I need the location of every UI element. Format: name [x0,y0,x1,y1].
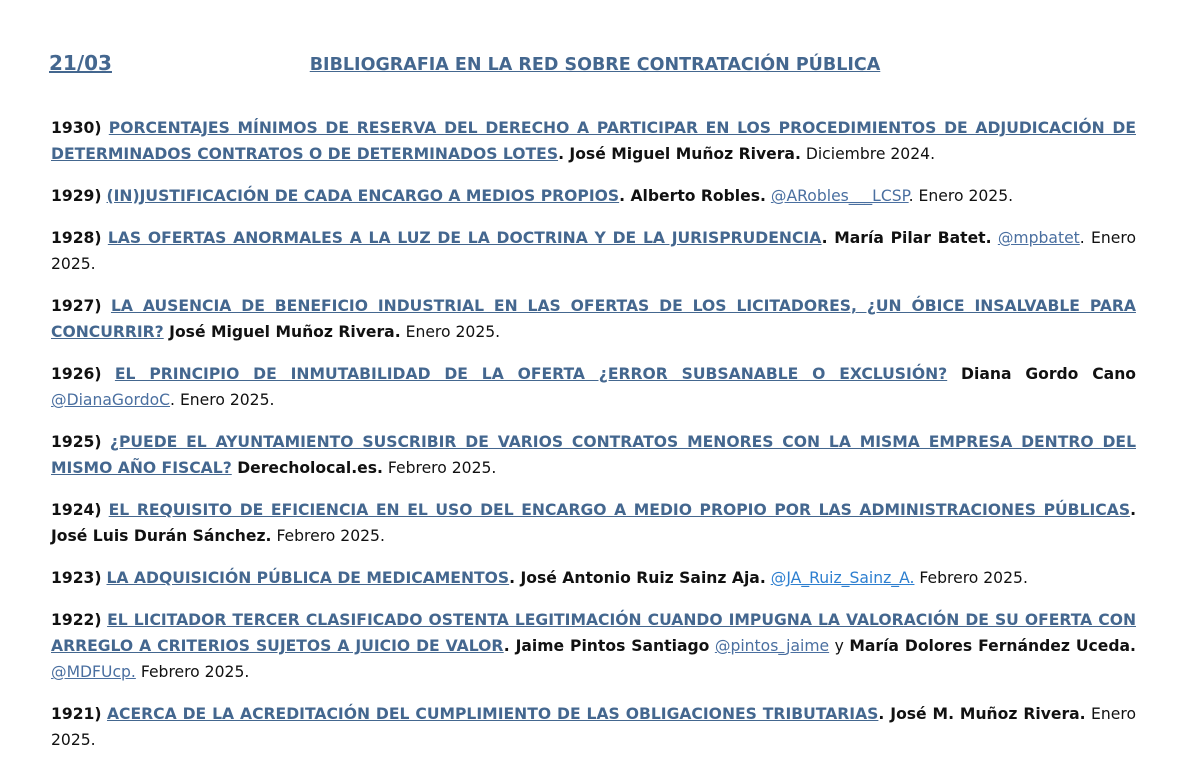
entry-title-link[interactable]: (IN)JUSTIFICACIÓN DE CADA ENCARGO A MEDIOS PROPIOS [106,187,620,205]
entry-author: María Pilar Batet. [834,229,992,247]
page-title [0,55,1190,75]
entry-date: . Enero 2025. [908,187,1014,205]
entry-date: . Enero 2025. [51,229,1136,273]
bibliography-entry-1925 [51,429,1136,481]
entry-author-handle-link[interactable]: @pintos_jaime [714,637,830,655]
entry-number: 1926) [51,365,102,383]
entry-number: 1928) [51,229,102,247]
entry-author-handle-link[interactable]: @JA_Ruiz_Sainz_A. [770,569,915,587]
entry-number: 1921) [51,705,102,723]
bibliography-entry-1924 [51,497,1136,549]
entry-date: Diciembre 2024. [805,145,936,163]
entry-title-link[interactable]: ¿PUEDE EL AYUNTAMIENTO SUSCRIBIR DE VARIOS CONTRATOS MENORES CON LA MISMA EMPRESA DENTRO DEL MISMO AÑO FISCAL? [51,433,1136,477]
entry-separator [947,365,961,383]
entry-date: Febrero 2025. [919,569,1028,587]
entry-separator: . [558,145,570,163]
entry-separator: . [1130,501,1136,519]
entry-author-handle-link[interactable]: @ARobles___LCSP [770,187,909,205]
entry-separator: . [509,569,521,587]
entry-title-link[interactable]: PORCENTAJES MÍNIMOS DE RESERVA DEL DERECHO A PARTICIPAR EN LOS PROCEDIMIENTOS DE ADJUDICACIÓN DE DETERMINADOS CONTRATOS O DE DETERMINADOS LOTES [51,119,1136,163]
bibliography-entry-1927 [51,293,1136,345]
page-title-text: BIBLIOGRAFIA EN LA RED SOBRE CONTRATACIÓN PÚBLICA [309,55,881,75]
entry-date: Febrero 2025. [276,527,385,545]
entry-author: José Miguel Muñoz Rivera. [569,145,801,163]
entry-conjunction: y [829,637,850,655]
entry-author: José Antonio Ruiz Sainz Aja. [520,569,766,587]
bibliography-entry-1930 [51,115,1136,167]
entry-number: 1922) [51,611,102,629]
entry-title-link[interactable]: LAS OFERTAS ANORMALES A LA LUZ DE LA DOCTRINA Y DE LA JURISPRUDENCIA [107,229,822,247]
bibliography-list [51,115,1136,769]
bibliography-entry-1922 [51,607,1136,685]
entry-author-handle-link[interactable]: @DianaGordoC [51,391,171,409]
entry-number: 1923) [51,569,102,587]
bibliography-entry-1929 [51,183,1136,209]
bibliography-entry-1921 [51,701,1136,753]
entry-author: Diana Gordo Cano [961,365,1137,383]
entry-number: 1924) [51,501,102,519]
entry-number: 1929) [51,187,102,205]
entry-second-author-handle-link[interactable]: @MDFUcp. [51,663,136,681]
entry-separator: . [821,229,835,247]
entry-date: Febrero 2025. [387,459,497,477]
entry-title-link[interactable]: EL LICITADOR TERCER CLASIFICADO OSTENTA LEGITIMACIÓN CUANDO IMPUGNA LA VALORACIÓN DE SU OFERTA CON ARREGLO A CRITERIOS SUJETOS A JUICIO DE VALOR [51,611,1136,655]
entry-author: José Miguel Muñoz Rivera. [169,323,401,341]
entry-separator: . [503,637,516,655]
entry-title-link[interactable]: EL REQUISITO DE EFICIENCIA EN EL USO DEL ENCARGO A MEDIO PROPIO POR LAS ADMINISTRACIONES PÚBLICAS [108,501,1131,519]
bibliography-entry-1923 [51,565,1136,591]
entry-title-link[interactable]: LA AUSENCIA DE BENEFICIO INDUSTRIAL EN LAS OFERTAS DE LOS LICITADORES, ¿UN ÓBICE INSALVABLE PARA CONCURRIR? [51,297,1136,341]
entry-author: Derecholocal.es. [237,459,383,477]
entry-author: José M. Muñoz Rivera. [890,705,1086,723]
entry-number: 1930) [51,119,102,137]
entry-title-link[interactable]: LA ADQUISICIÓN PÚBLICA DE MEDICAMENTOS [106,569,510,587]
entry-date: . Enero 2025. [170,391,275,409]
entry-author: Jaime Pintos Santiago [515,637,710,655]
entry-number: 1927) [51,297,102,315]
entry-date: Febrero 2025. [140,663,250,681]
entry-date: Enero 2025. [405,323,501,341]
entry-date: Enero 2025. [51,705,1136,749]
entry-number: 1925) [51,433,102,451]
entry-separator: . [878,705,891,723]
bibliography-entry-1926 [51,361,1136,413]
bibliography-entry-1928 [51,225,1136,277]
page-date: 21/03 [49,51,112,75]
entry-title-link[interactable]: EL PRINCIPIO DE INMUTABILIDAD DE LA OFERTA ¿ERROR SUBSANABLE O EXCLUSIÓN? [114,365,948,383]
entry-author-handle-link[interactable]: @mpbatet [997,229,1080,247]
entry-second-author: María Dolores Fernández Uceda. [849,637,1136,655]
entry-author: José Luis Durán Sánchez. [51,527,272,545]
entry-author: Alberto Robles. [630,187,766,205]
entry-title-link[interactable]: ACERCA DE LA ACREDITACIÓN DEL CUMPLIMIENTO DE LAS OBLIGACIONES TRIBUTARIAS [106,705,879,723]
entry-separator: . [619,187,631,205]
